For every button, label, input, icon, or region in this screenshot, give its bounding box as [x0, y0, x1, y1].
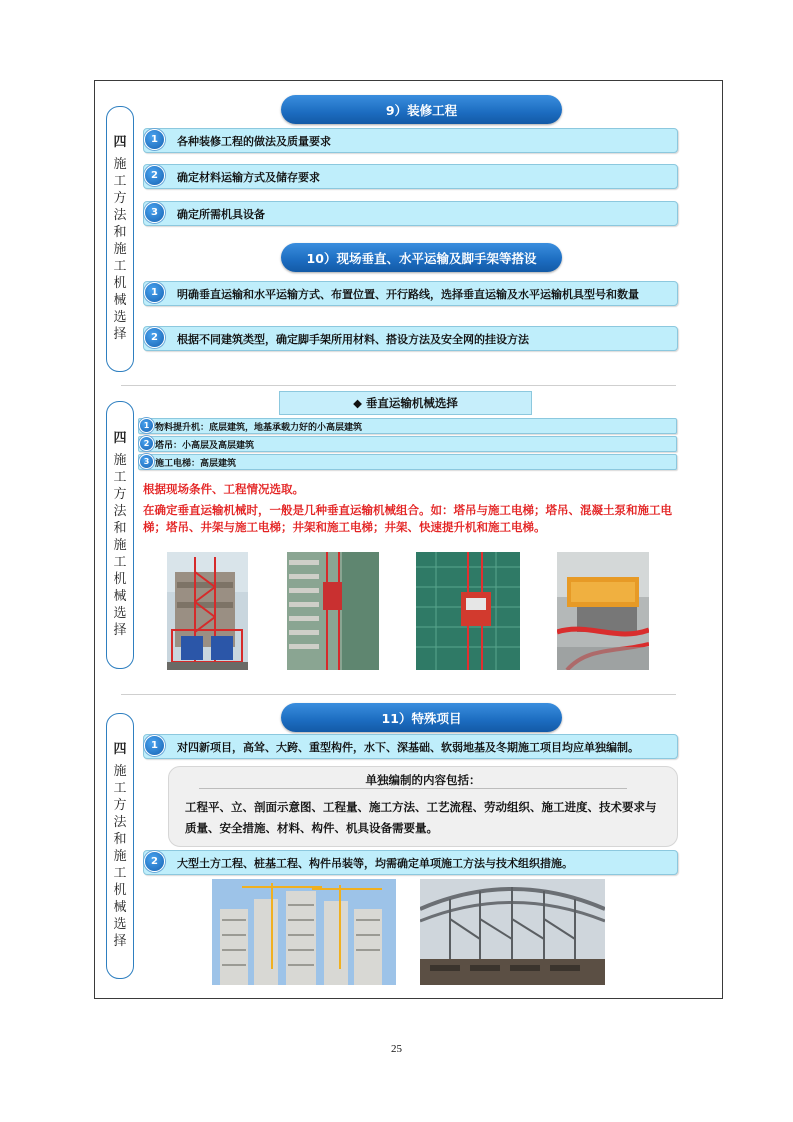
high-rise-construction-photo [212, 879, 396, 985]
side-tab-char: 方 [113, 487, 127, 503]
section-title-decoration: 9）装修工程 [281, 95, 562, 124]
list-item [143, 326, 678, 351]
side-tab-char: 施 [113, 849, 127, 865]
combination-note: 在确定垂直运输机械时，一般是几种垂直运输机械组合。如：塔吊与施工电梯；塔吊、混凝土泵和施工电梯；塔吊、井架与施工电梯；井架和施工电梯；井架、快速提升机和施工电梯。 [143, 503, 672, 534]
side-tab-char: 施 [113, 538, 127, 554]
side-tab-char: 方 [113, 798, 127, 814]
section-divider [121, 694, 676, 695]
list-item [143, 850, 678, 875]
building-hoist-photo [287, 552, 379, 670]
number-badge: 3 [144, 202, 165, 223]
number-badge: 1 [139, 418, 154, 433]
number-badge: 2 [139, 436, 154, 451]
number-badge: 1 [144, 735, 165, 756]
list-item [138, 418, 677, 434]
list-item [138, 454, 677, 470]
content-box-divider [199, 788, 627, 789]
side-tab-char: 械 [113, 293, 127, 309]
content-box [168, 766, 678, 847]
selection-note: 根据现场条件、工程情况选取。 [143, 482, 304, 496]
side-tab-number: 四 [113, 430, 127, 446]
vertical-transport-header: ◆ 垂直运输机械选择 [279, 391, 532, 415]
side-tab-char: 机 [113, 883, 127, 899]
side-tab-char: 和 [113, 225, 127, 241]
side-tab-char: 择 [113, 327, 127, 343]
side-tab-char: 选 [113, 310, 127, 326]
side-tab-1 [106, 106, 134, 372]
number-badge: 1 [144, 282, 165, 303]
side-tab-char: 施 [113, 453, 127, 469]
material-hoist-photo [167, 552, 248, 670]
list-item-text: 根据不同建筑类型，确定脚手架所用材料、搭设方法及安全网的挂设方法 [177, 332, 529, 346]
section-title-transport: 10）现场垂直、水平运输及脚手架等搭设 [281, 243, 562, 272]
side-tab-char: 施 [113, 764, 127, 780]
side-tab-3 [106, 713, 134, 979]
side-tab-char: 工 [113, 174, 127, 190]
list-item-text: 大型土方工程、桩基工程、构件吊装等，均需确定单项施工方法与技术组织措施。 [177, 856, 573, 870]
side-tab-char: 择 [113, 934, 127, 950]
list-item [143, 164, 678, 189]
side-tab-char: 选 [113, 917, 127, 933]
list-item [143, 734, 678, 759]
list-item-text: 施工电梯：高层建筑 [155, 458, 237, 469]
number-badge: 2 [144, 165, 165, 186]
steel-structure-photo [420, 879, 605, 985]
side-tab-char: 法 [113, 208, 127, 224]
side-tab-char: 工 [113, 781, 127, 797]
list-item [138, 436, 677, 452]
list-item-text: 确定所需机具设备 [177, 207, 265, 221]
side-tab-char: 法 [113, 815, 127, 831]
section-divider [121, 385, 676, 386]
side-tab-char: 械 [113, 900, 127, 916]
list-item-text: 明确垂直运输和水平运输方式、布置位置、开行路线，选择垂直运输及水平运输机具型号和数量 [177, 287, 639, 301]
number-badge: 1 [144, 129, 165, 150]
side-tab-char: 械 [113, 589, 127, 605]
side-tab-char: 机 [113, 572, 127, 588]
page-number: 25 [391, 1043, 402, 1055]
side-tab-char: 施 [113, 242, 127, 258]
side-tab-number: 四 [113, 134, 127, 150]
section-title-special: 11）特殊项目 [281, 703, 562, 732]
side-tab-char: 工 [113, 866, 127, 882]
content-box-title: 单独编制的内容包括： [365, 773, 481, 787]
list-item-text: 塔吊：小高层及高层建筑 [155, 440, 255, 451]
list-item [143, 201, 678, 226]
side-tab-char: 方 [113, 191, 127, 207]
number-badge: 2 [144, 851, 165, 872]
number-badge: 3 [139, 454, 154, 469]
list-item [143, 128, 678, 153]
side-tab-char: 机 [113, 276, 127, 292]
content-box-text: 工程平、立、剖面示意图、工程量、施工方法、工艺流程、劳动组织、施工进度、技术要求与质量、安全措施、材料、构件、机具设备需要量。 [185, 800, 657, 835]
side-tab-char: 择 [113, 623, 127, 639]
side-tab-char: 法 [113, 504, 127, 520]
side-tab-char: 施 [113, 157, 127, 173]
side-tab-2 [106, 401, 134, 669]
side-tab-char: 和 [113, 832, 127, 848]
side-tab-char: 工 [113, 470, 127, 486]
list-item-text: 各种装修工程的做法及质量要求 [177, 134, 331, 148]
number-badge: 2 [144, 327, 165, 348]
side-tab-char: 和 [113, 521, 127, 537]
concrete-pump-photo [557, 552, 649, 670]
tower-crane-site-photo [416, 552, 520, 670]
side-tab-number: 四 [113, 741, 127, 757]
list-item [143, 281, 678, 306]
side-tab-char: 选 [113, 606, 127, 622]
side-tab-char: 工 [113, 259, 127, 275]
list-item-text: 物料提升机：底层建筑，地基承载力好的小高层建筑 [155, 422, 363, 433]
side-tab-char: 工 [113, 555, 127, 571]
list-item-text: 对四新项目，高耸、大跨、重型构件，水下、深基础、软弱地基及冬期施工项目均应单独编制。 [177, 740, 639, 754]
list-item-text: 确定材料运输方式及储存要求 [177, 170, 320, 184]
